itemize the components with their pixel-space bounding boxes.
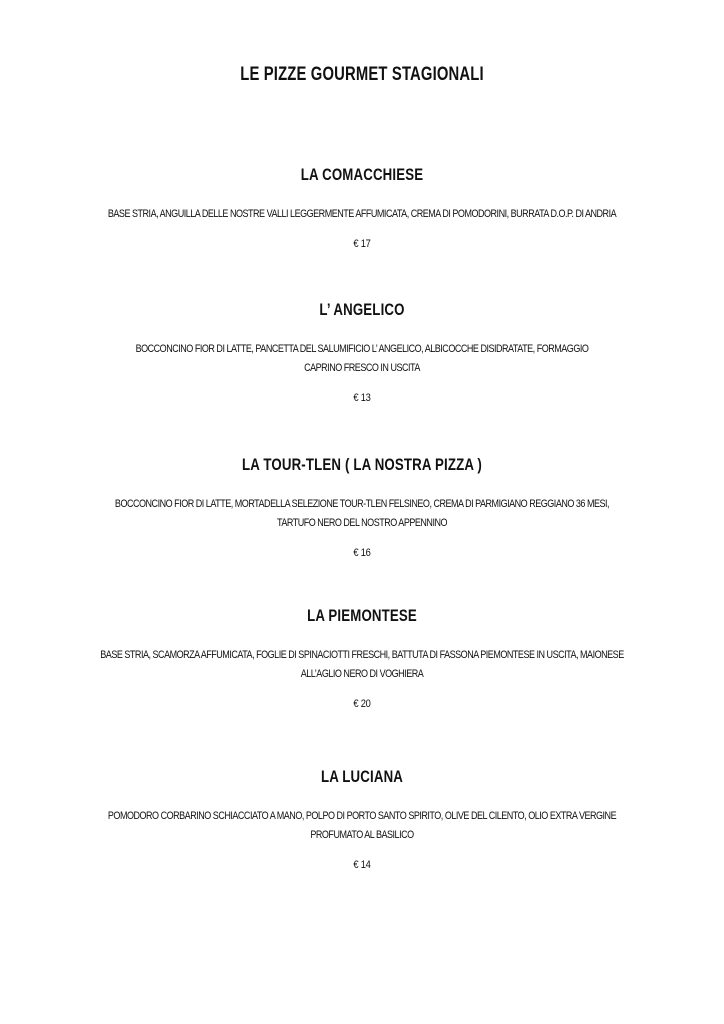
item-price: € 14 — [353, 859, 371, 871]
item-price: € 16 — [353, 547, 371, 559]
item-name: LA TOUR-TLEN ( LA NOSTRA PIZZA ) — [242, 455, 482, 474]
item-name: L’ ANGELICO — [319, 300, 405, 319]
item-description: BOCCONCINO FIOR DI LATTE, MORTADELLA SELEZIONE TOUR-TLEN FELSINEO, CREMA DI PARMIGIANO REGGIANO 36 MESI, TARTUFO NERO DEL NOSTRO APPENNINO — [114, 498, 610, 529]
item-description: BASE STRIA, SCAMORZA AFFUMICATA, FOGLIE DI SPINACIOTTI FRESCHI, BATTUTA DI FASSONA PIEMONTESE IN USCITA, MAIONESE ALL’AGLIO NERO DI VOGHIERA — [100, 649, 624, 680]
item-name: LA PIEMONTESE — [307, 606, 417, 625]
item-price: € 13 — [353, 392, 371, 404]
menu-item-angelico — [0, 300, 724, 404]
item-name: LA LUCIANA — [320, 767, 404, 786]
menu-item-piemontese — [0, 606, 724, 710]
item-description: BOCCONCINO FIOR DI LATTE, PANCETTA DEL SALUMIFICIO L’ ANGELICO, ALBICOCCHE DISIDRATATE, FORMAGGIO CAPRINO FRESCO IN USCITA — [135, 343, 589, 374]
item-price: € 17 — [353, 238, 371, 250]
menu-item-luciana — [0, 767, 724, 871]
menu-item-tour-tlen — [0, 455, 724, 559]
item-name: LA COMACCHIESE — [300, 165, 424, 184]
item-price: € 20 — [353, 698, 371, 710]
item-description: POMODORO CORBARINO SCHIACCIATO A MANO, POLPO DI PORTO SANTO SPIRITO, OLIVE DEL CILENTO, OLIO EXTRA VERGINE PROFUMATO AL BASILICO — [107, 810, 617, 841]
item-description: BASE STRIA, ANGUILLA DELLE NOSTRE VALLI LEGGERMENTE AFFUMICATA, CREMA DI POMODORINI, BURRATA D.O.P. DI ANDRIA — [107, 208, 617, 220]
menu-item-comacchiese — [0, 165, 724, 250]
menu-title: LE PIZZE GOURMET STAGIONALI — [240, 64, 484, 85]
